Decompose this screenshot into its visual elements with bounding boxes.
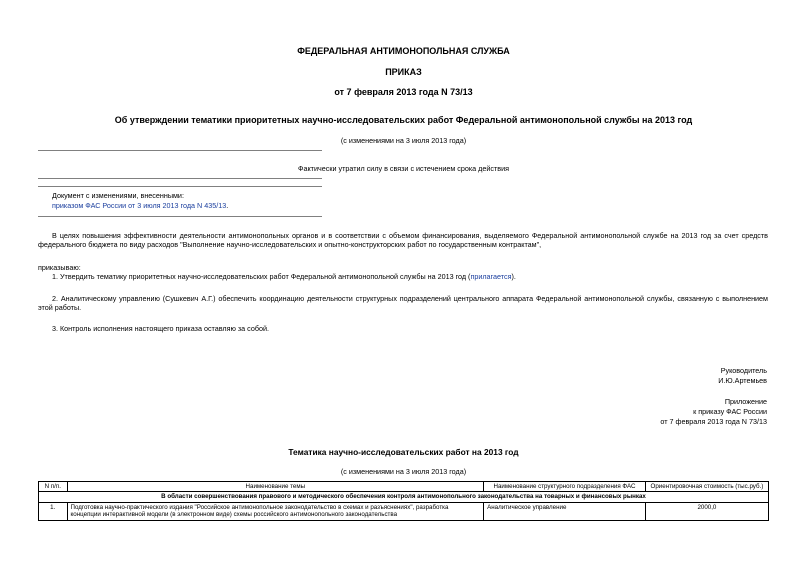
status-line: Фактически утратил силу в связи с истечением срока действия bbox=[298, 164, 509, 173]
doc-type: ПРИКАЗ bbox=[385, 67, 422, 77]
table-row bbox=[39, 502, 769, 520]
order-item-1-text: 1. Утвердить тематику приоритетных научно-исследовательских работ Федеральной антимонопольной службы на 2013 год ( bbox=[52, 272, 471, 281]
signature-role: Руководитель bbox=[720, 366, 767, 375]
table-section-row bbox=[39, 492, 769, 502]
amend-order-link[interactable]: приказом ФАС России от 3 июля 2013 года N 435/13 bbox=[52, 201, 227, 210]
topics-changes-note: (с изменениями на 3 июля 2013 года) bbox=[340, 467, 467, 476]
topics-title: Тематика научно-исследовательских работ на 2013 год bbox=[288, 447, 519, 457]
col-header-num: N п/п. bbox=[39, 482, 68, 492]
appendix-to-order: к приказу ФАС России bbox=[693, 407, 767, 416]
appendix-label: Приложение bbox=[724, 397, 767, 406]
row-num: 1. bbox=[39, 502, 68, 520]
order-item-3: 3. Контроль исполнения настоящего приказа оставляю за собой. bbox=[52, 324, 269, 333]
section-heading: В области совершенствования правового и методического обеспечения контроля антимонопольного законодательства на товарных и финансовых рынках bbox=[39, 492, 769, 502]
order-item-2: 2. Аналитическому управлению (Сушкевич А.Г.) обеспечить координацию деятельности структурных подразделений центрального аппарата Федеральной антимонопольной службы, связанную с выполнением этой работы. bbox=[38, 294, 768, 312]
agency-name: ФЕДЕРАЛЬНАЯ АНТИМОНОПОЛЬНАЯ СЛУЖБА bbox=[297, 46, 510, 56]
order-item-1-end: ). bbox=[511, 272, 516, 281]
divider bbox=[38, 186, 322, 187]
col-header-unit: Наименование структурного подразделения ФАС bbox=[484, 482, 646, 492]
changes-note: (с изменениями на 3 июля 2013 года) bbox=[340, 136, 467, 145]
appendix-date: от 7 февраля 2013 года N 73/13 bbox=[660, 417, 767, 426]
divider bbox=[38, 178, 322, 179]
table-header-row bbox=[39, 482, 769, 492]
doc-date-number: от 7 февраля 2013 года N 73/13 bbox=[334, 87, 473, 97]
row-unit: Аналитическое управление bbox=[484, 502, 646, 520]
order-item-1 bbox=[52, 272, 516, 281]
row-name: Подготовка научно-практического издания "Российское антимонопольное законодательство в схемах и разъяснениях", разработка концепции интерактивной модели (в электронном виде) схемы российского антимонопольного законодательства bbox=[67, 502, 484, 520]
divider bbox=[38, 150, 322, 151]
topics-table bbox=[38, 481, 769, 521]
divider bbox=[38, 216, 322, 217]
amend-link-suffix: . bbox=[226, 201, 229, 210]
col-header-name: Наименование темы bbox=[67, 482, 484, 492]
order-word: приказываю: bbox=[38, 263, 81, 272]
amend-link-line bbox=[52, 201, 228, 210]
amend-label: Документ с изменениями, внесенными: bbox=[52, 191, 184, 200]
intro-paragraph: В целях повышения эффективности деятельности антимонопольных органов и в соответствии с объемом финансирования, выделяемого Федеральной антимонопольной службе на 2013 год за счет средств федерального бюджета по виду расходов "Выполнение научно-исследовательских и опытно-конструкторских работ по государственным контрактам", bbox=[38, 231, 768, 249]
appendix-link[interactable]: прилагается bbox=[470, 272, 512, 281]
row-cost: 2000,0 bbox=[645, 502, 768, 520]
signature-name: И.Ю.Артемьев bbox=[718, 376, 767, 385]
col-header-cost: Ориентировочная стоимость (тыс.руб.) bbox=[645, 482, 768, 492]
doc-title: Об утверждении тематики приоритетных научно-исследовательских работ Федеральной антимонопольной службы на 2013 год bbox=[114, 115, 693, 125]
